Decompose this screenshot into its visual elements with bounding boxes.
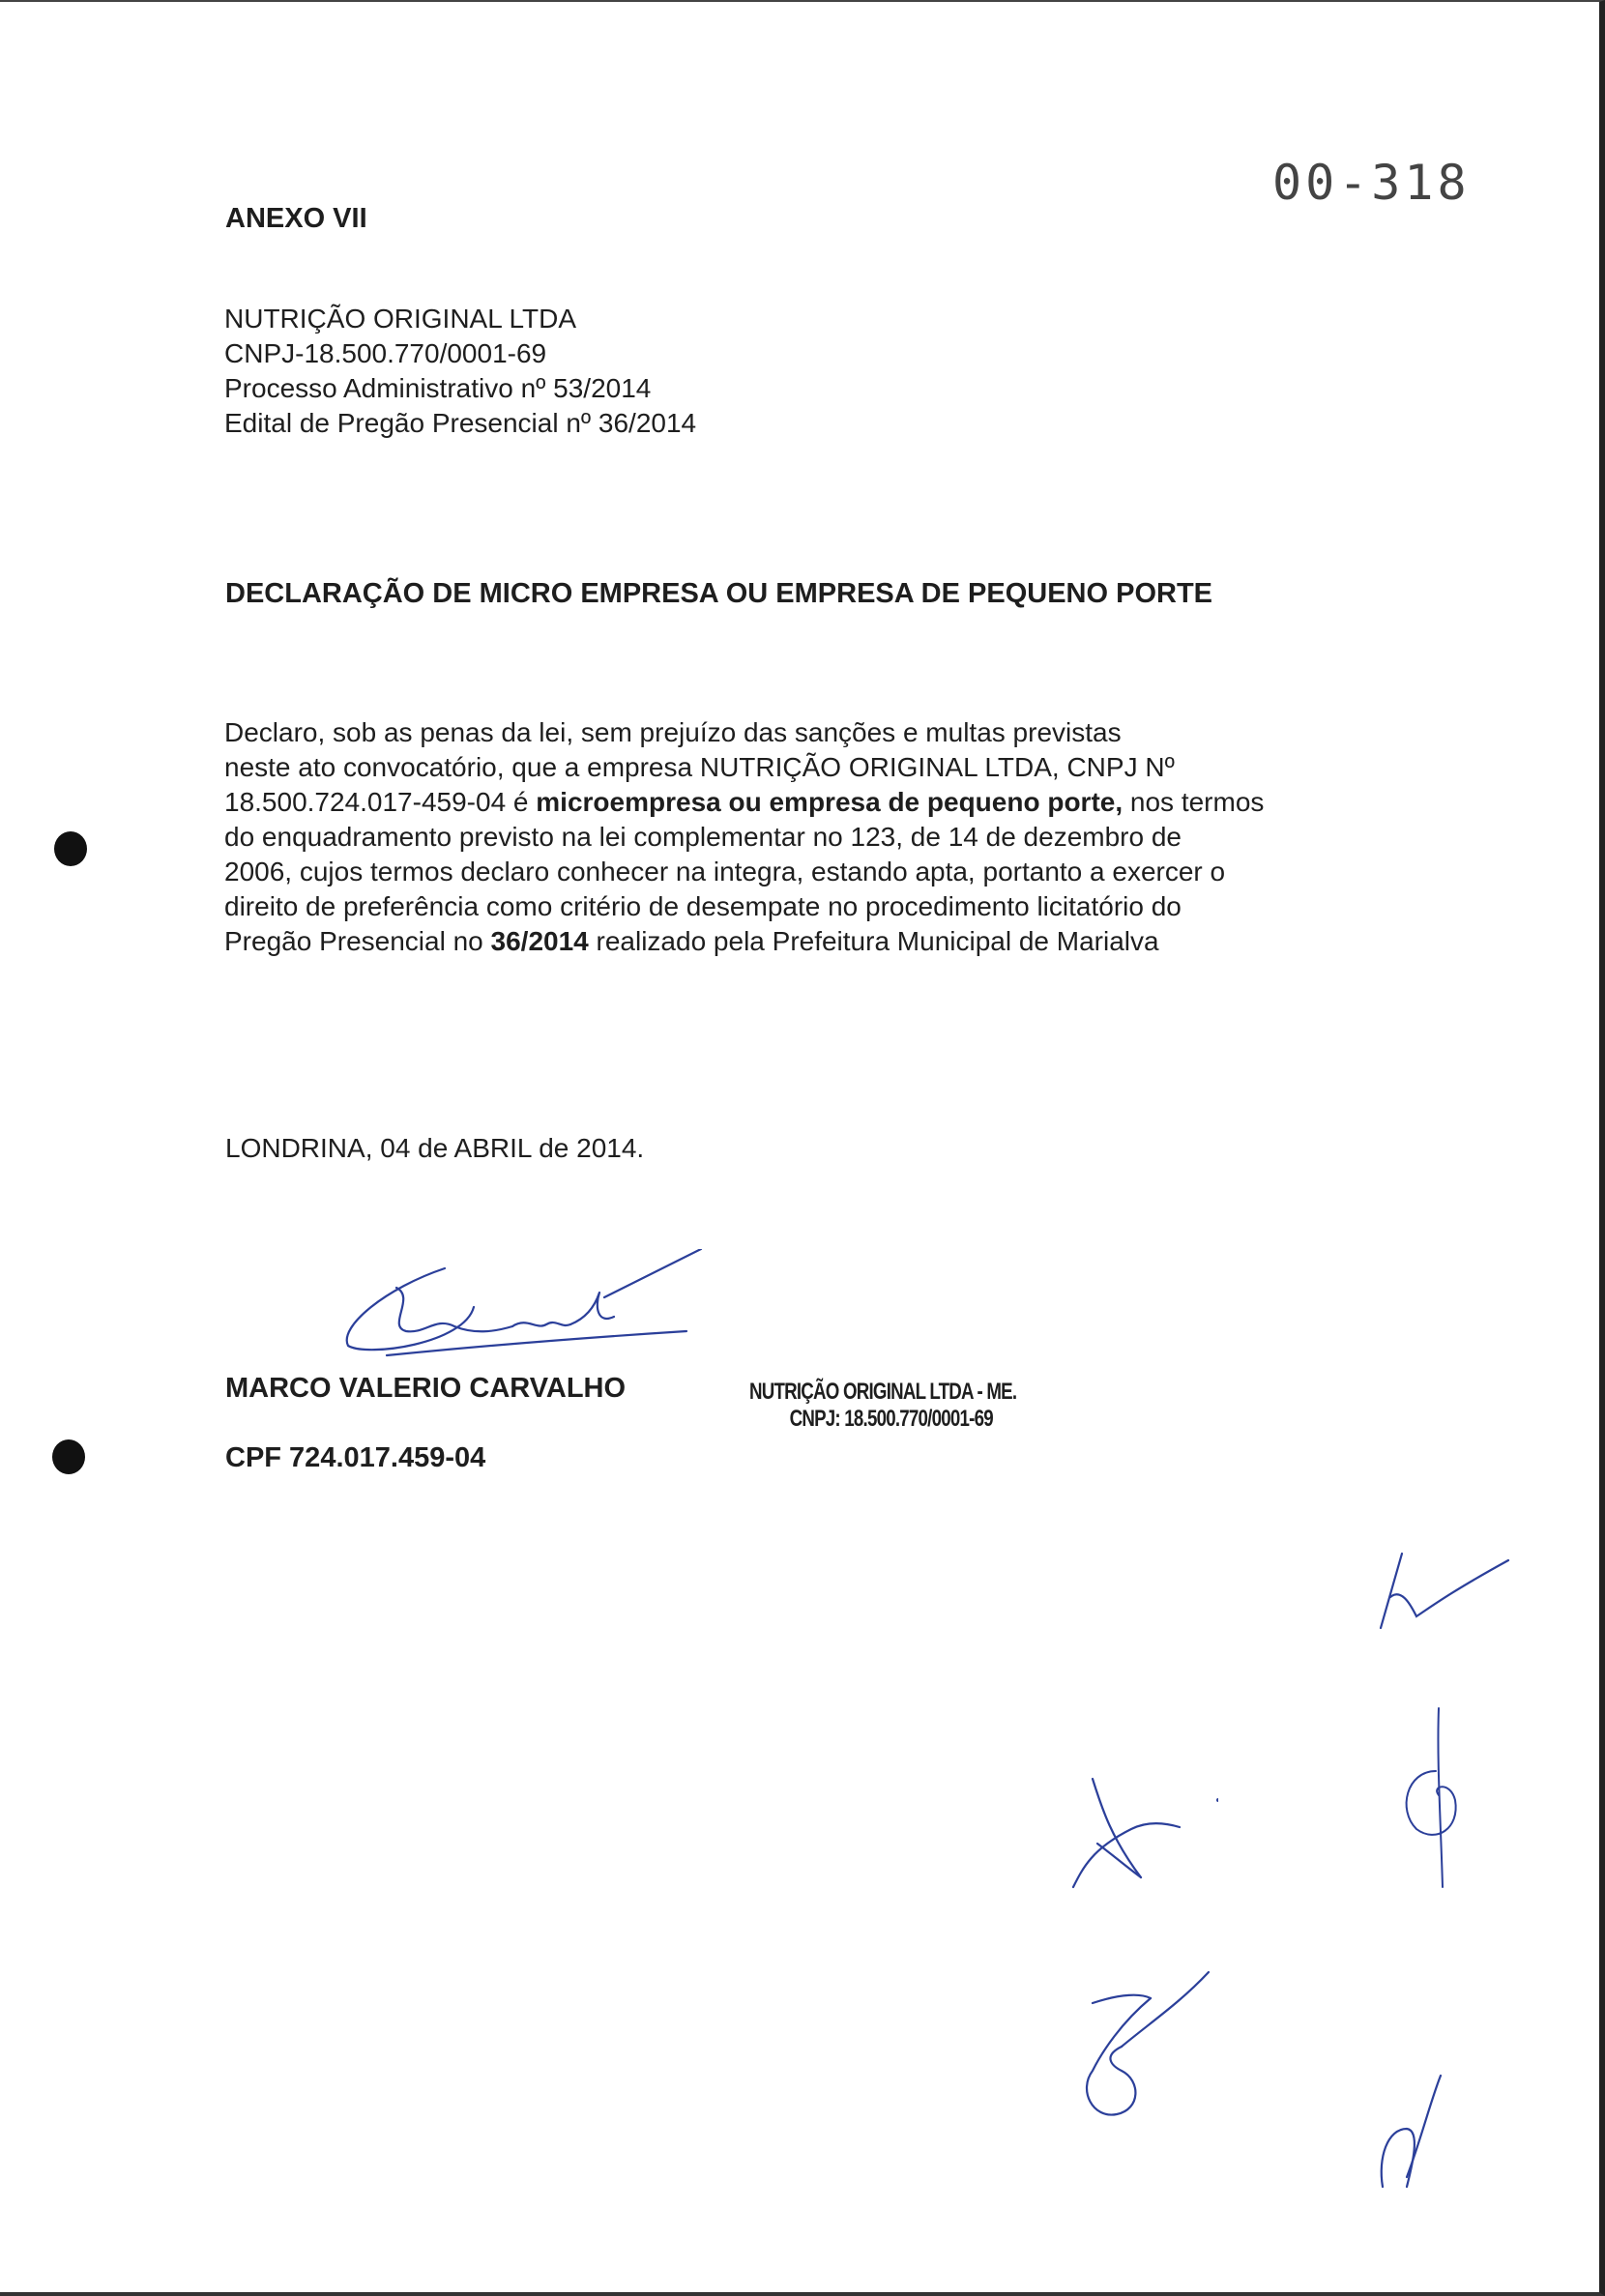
body-bold-span: 36/2014 (490, 926, 589, 956)
body-line: 2006, cujos termos declaro conhecer na integra, estando apta, portanto a exercer o (224, 857, 1226, 886)
body-text-span: 18.500.724.017-459-04 é (224, 787, 537, 817)
process-number: Processo Administrativo nº 53/2014 (224, 373, 652, 403)
initials-mark-icon (1064, 1964, 1218, 2129)
initials-mark-icon (1392, 1703, 1470, 1897)
company-name: NUTRIÇÃO ORIGINAL LTDA (224, 304, 577, 334)
page-number-stamp: 00-318 (1272, 155, 1471, 211)
signer-name: MARCO VALERIO CARVALHO (225, 1373, 627, 1404)
initials-mark-icon (1368, 2071, 1455, 2196)
body-bold-span: microempresa ou empresa de pequeno porte, (536, 787, 1124, 817)
edital-number: Edital de Pregão Presencial nº 36/2014 (224, 408, 697, 438)
place-date: LONDRINA, 04 de ABRIL de 2014. (225, 1133, 645, 1163)
company-stamp-name: NUTRIÇÃO ORIGINAL LTDA - ME. (749, 1379, 1017, 1405)
body-line (224, 785, 1404, 820)
body-line: direito de preferência como critério de desempate no procedimento licitatório do (224, 891, 1182, 921)
signer-cpf: CPF 724.017.459-04 (225, 1442, 486, 1473)
initials-mark-icon (1064, 1771, 1218, 1897)
company-cnpj: CNPJ-18.500.770/0001-69 (224, 338, 547, 368)
body-line (224, 924, 1404, 959)
annex-title: ANEXO VII (225, 203, 367, 234)
body-line: do enquadramento previsto na lei complementar no 123, de 14 de dezembro de (224, 822, 1182, 852)
handwritten-signature (329, 1249, 715, 1375)
initials-mark-icon (1373, 1549, 1528, 1636)
body-text-span: nos termos (1123, 787, 1265, 817)
company-stamp-cnpj: CNPJ: 18.500.770/0001-69 (789, 1406, 993, 1432)
body-text-span: Pregão Presencial no (224, 926, 491, 956)
company-stamp (749, 1379, 1016, 1433)
body-line: neste ato convocatório, que a empresa NUTRIÇÃO ORIGINAL LTDA, CNPJ Nº (224, 752, 1175, 782)
declaration-body (224, 715, 1404, 959)
body-line: Declaro, sob as penas da lei, sem prejuízo das sanções e multas previstas (224, 717, 1122, 747)
punch-hole-icon (54, 831, 87, 866)
punch-hole-icon (52, 1439, 85, 1474)
declaration-title: DECLARAÇÃO DE MICRO EMPRESA OU EMPRESA DE PEQUENO PORTE (225, 578, 1213, 609)
body-text-span: realizado pela Prefeitura Municipal de Marialva (588, 926, 1159, 956)
header-block (224, 302, 696, 441)
